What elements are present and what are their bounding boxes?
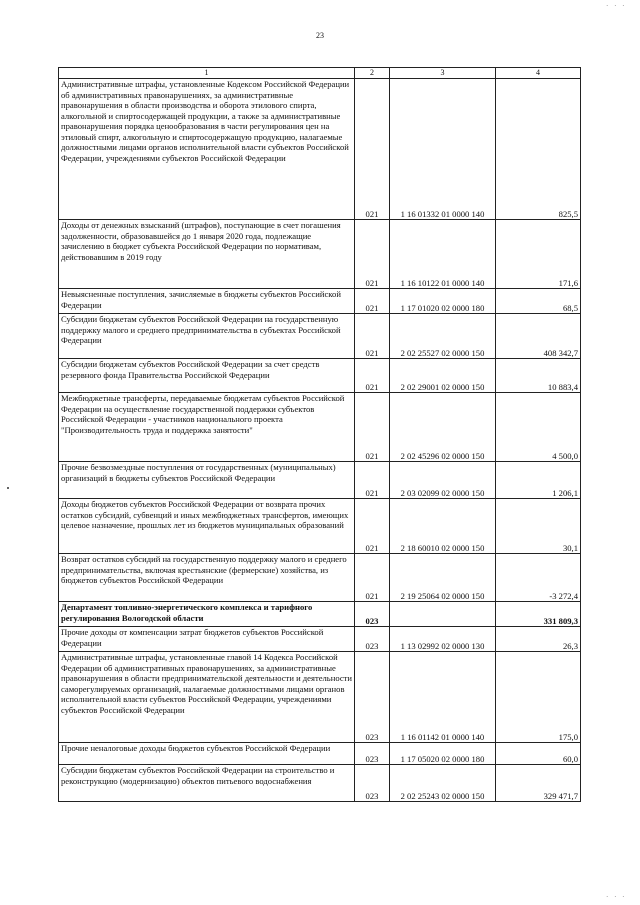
row-admin-code: 021 [355,462,390,499]
row-admin-code: 021 [355,393,390,462]
row-amount: 26,3 [496,627,581,652]
row-budget-code: 2 19 25064 02 0000 150 [390,554,496,602]
row-budget-code: 1 13 02992 02 0000 130 [390,627,496,652]
row-budget-code: 1 16 10122 01 0000 140 [390,220,496,289]
table-row [59,652,581,743]
department-row [59,602,581,627]
row-admin-code: 023 [355,652,390,743]
row-description: Возврат остатков субсидий на государственную поддержку малого и среднего предпринимательства, включая крестьянские (фермерские) хозяйства, из бюджетов субъектов Российской Федерации [59,554,355,602]
table-row [59,314,581,359]
row-amount: -3 272,4 [496,554,581,602]
row-admin-code: 021 [355,554,390,602]
row-description: Межбюджетные трансферты, передаваемые бюджетам субъектов Российской Федерации на осуществление государственной поддержки субъектов Российской Федерации - участников национального проекта "Производительность труда и поддержка занятости" [59,393,355,462]
row-amount: 4 500,0 [496,393,581,462]
row-admin-code: 021 [355,499,390,554]
table-row [59,462,581,499]
table-row [59,627,581,652]
row-description: Прочие доходы от компенсации затрат бюджетов субъектов Российской Федерации [59,627,355,652]
row-budget-code: 2 02 45296 02 0000 150 [390,393,496,462]
header-col-3: 3 [390,68,496,79]
table-row [59,499,581,554]
table-row [59,79,581,220]
table-body [59,79,581,802]
table-row [59,289,581,314]
row-amount: 408 342,7 [496,314,581,359]
row-admin-code: 021 [355,79,390,220]
row-admin-code: 021 [355,220,390,289]
row-description: Административные штрафы, установленные главой 14 Кодекса Российской Федерации об административных правонарушениях, за административные правонарушения в области предпринимательской деятельности и деятельности саморегулируемых организаций, налагаемые должностными лицами органов исполнительной власти субъектов Российской Федерации, учреждениями субъектов Российской Федерации [59,652,355,743]
row-description: Доходы от денежных взысканий (штрафов), поступающие в счет погашения задолженности, образовавшейся до 1 января 2020 года, подлежащие зачислению в бюджет субъекта Российской Федерации по нормативам, действовавшим в 2019 году [59,220,355,289]
header-col-4: 4 [496,68,581,79]
row-description: Субсидии бюджетам субъектов Российской Федерации на государственную поддержку малого и среднего предпринимательства в субъектах Российской Федерации [59,314,355,359]
row-description: Субсидии бюджетам субъектов Российской Федерации за счет средств резервного фонда Правительства Российской Федерации [59,359,355,393]
row-budget-code: 1 16 01332 01 0000 140 [390,79,496,220]
row-admin-code: 023 [355,765,390,802]
table-row [59,765,581,802]
row-description: Невыясненные поступления, зачисляемые в бюджеты субъектов Российской Федерации [59,289,355,314]
header-col-1: 1 [59,68,355,79]
row-amount: 329 471,7 [496,765,581,802]
row-amount: 175,0 [496,652,581,743]
row-description: Прочие безвозмездные поступления от государственных (муниципальных) организаций в бюджеты субъектов Российской Федерации [59,462,355,499]
row-budget-code: 2 02 25243 02 0000 150 [390,765,496,802]
header-col-2: 2 [355,68,390,79]
row-amount: 331 809,3 [496,602,581,627]
row-admin-code: 021 [355,359,390,393]
row-description: Прочие неналоговые доходы бюджетов субъектов Российской Федерации [59,743,355,765]
row-amount: 68,5 [496,289,581,314]
scan-corner-mark-top: · · · [606,2,627,10]
row-description: Субсидии бюджетам субъектов Российской Федерации на строительство и реконструкцию (модернизацию) объектов питьевого водоснабжения [59,765,355,802]
row-amount: 30,1 [496,499,581,554]
row-budget-code [390,602,496,627]
row-amount: 1 206,1 [496,462,581,499]
row-budget-code: 2 18 60010 02 0000 150 [390,499,496,554]
row-admin-code: 021 [355,289,390,314]
revenue-table [58,67,581,802]
table-row [59,554,581,602]
table-row [59,359,581,393]
row-amount: 10 883,4 [496,359,581,393]
table-header-row [59,68,581,79]
row-description: Департамент топливно-энергетического комплекса и тарифного регулирования Вологодской области [59,602,355,627]
row-admin-code: 023 [355,627,390,652]
row-budget-code: 2 03 02099 02 0000 150 [390,462,496,499]
row-admin-code: 023 [355,743,390,765]
row-budget-code: 1 17 01020 02 0000 180 [390,289,496,314]
table-row [59,743,581,765]
row-amount: 171,6 [496,220,581,289]
row-admin-code: 021 [355,314,390,359]
row-description: Административные штрафы, установленные Кодексом Российской Федерации об административных правонарушениях, за административные правонарушения в области производства и оборота этилового спирта, алкогольной и спиртосодержащей продукции, а также за административные правонарушения порядка ценообразования в части регулирования цен на этиловый спирт, алкогольную и спиртосодержащую продукцию, налагаемые должностными лицами органов исполнительной власти субъектов Российской Федерации, учреждениями субъектов Российской Федерации [59,79,355,220]
page-number: 23 [316,31,324,40]
row-budget-code: 2 02 29001 02 0000 150 [390,359,496,393]
scan-corner-mark-bottom: · · · [606,893,627,901]
row-amount: 60,0 [496,743,581,765]
row-description: Доходы бюджетов субъектов Российской Федерации от возврата прочих остатков субсидий, субвенций и иных межбюджетных трансфертов, имеющих целевое назначение, прошлых лет из бюджетов муниципальных образований [59,499,355,554]
row-budget-code: 1 17 05020 02 0000 180 [390,743,496,765]
row-admin-code: 023 [355,602,390,627]
row-amount: 825,5 [496,79,581,220]
table-row [59,393,581,462]
table-row [59,220,581,289]
row-budget-code: 1 16 01142 01 0000 140 [390,652,496,743]
row-budget-code: 2 02 25527 02 0000 150 [390,314,496,359]
scan-dot [7,487,9,489]
